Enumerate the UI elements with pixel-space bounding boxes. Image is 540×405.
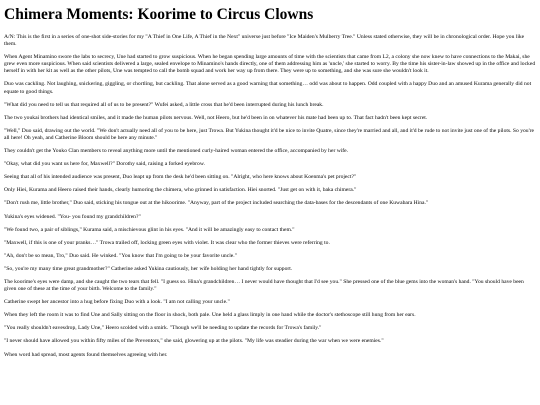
paragraph: They couldn't get the Youko Clan members to reveal anything more until the mentioned curly-haired woman entered the office, accompanied by her wife. — [4, 148, 349, 155]
paragraph: "So, you're my many time great grandmother?" Catherine asked Yukina cautiously, her wife holding her hand tightly for support. — [4, 265, 293, 272]
paragraph: The koorime's eyes were damp, and she caught the two tears that fell. "I guess so. Hina's grandchildren… I never would have thought that I'd see you." She pressed one of the blue gems into the woman's hand. "You should have been given one of these at the time of your birth. Welcome to the family." — [4, 278, 524, 293]
paragraph: When word had spread, most agents found themselves agreeing with her. — [4, 351, 168, 358]
paragraph: "I never should have allowed you within fifty miles of the Preventors," she said, glowering up at the pilots. "My life was steadier during the war when we were enemies." — [4, 338, 384, 345]
paragraph: Catherine swept her ancestor into a hug before fixing Duo with a look. "I am not calling your uncle." — [4, 299, 230, 306]
paragraph: "Okay, what did you want us here for, Maxwell?" Dorothy said, raising a forked eyebrow. — [4, 161, 205, 168]
paragraph: Duo was cackling. Not laughing, snickering, giggling, or chortling, but cackling. That alone served as a good warning that something… odd was about to happen. Odd coupled with a happy Duo and an amused Kurama generally did not equate to good things. — [4, 81, 532, 95]
paragraph: Yukina's eyes widened. "You- you found my grandchildren?" — [4, 213, 141, 220]
paragraph: The two youkai brothers had identical smiles, and it made the human pilots nervous. Well, not Heero, but he'd been in on whatever his mate had been up to. That fact hadn't been kept secret. — [4, 114, 428, 121]
paragraph: When they left the room it was to find Une and Sally sitting on the floor in shock, both pale. Une held a glass limply in one hand while the doctor's stethoscope still hung from her ears. — [4, 312, 416, 319]
paragraph: Seeing that all of his intended audience was present, Duo leapt up from the desk he'd been sitting on. "Alright, who here knows about Koenma's pet project?" — [4, 174, 357, 181]
paragraph: When Agent Minamino swore the labs to secrecy, Une had started to grow suspicious. When he began spending large amounts of time with the scientists that came from L2, a colony she now knew to have connections to the Makai, she grew even more suspicious. When said scientists delivered a large, sealed envelope to Minamino's hands directly, one of them addressing him as 'uncle,' she started to worry. By the time his sister-in-law showed up in the office and locked herself in with her kit as well as the other pilots, Une was tempted to call the bomb squad and work her way up from there. They were up to something, and she was sure she wouldn't look it. — [4, 54, 536, 75]
paragraph: "What did you need to tell us that required all of us to be present?" Wufei asked, a little cross that he'd been interrupted during his lunch break. — [4, 101, 324, 108]
document-title: Chimera Moments: Koorime to Circus Clowns — [4, 6, 314, 23]
paragraph: "Ah, don't be so mean, Tro," Duo said. He winked. "You know that I'm going to be your favorite uncle." — [4, 252, 237, 259]
paragraph: "Well," Duo said, drawing out the world. "We don't actually need all of you to be here, just Trowa. But Yukina thought it'd be nice to invite Quatre, since they're married and all, and it'd be rude to not invite just one of the pilots. So you're all here! Oh yeah, and Catherine Bloom should be here any minute." — [4, 127, 534, 141]
paragraph-author-note: A/N: This is the first in a series of one-shot side-stories for my "A Thief in One Life, A Thief in the Next" universe just before "Ice Maiden's Mulberry Tree." Unless stated otherwise, they will be in chronological order. Hope you like them. — [4, 34, 525, 48]
paragraph: Only Hiei, Kurama and Heero raised their hands, clearly humoring the chimera, who grinned in satisfaction. Hiei snorted. "Just get on with it, baka chimera." — [4, 187, 357, 194]
paragraph: "You really shouldn't eavesdrop, Lady Une," Heero scolded with a smirk. "Though we'll be needing to update the records for Trowa's family." — [4, 325, 322, 332]
story-body — [4, 34, 536, 359]
paragraph: "Don't rush me, little brother," Duo said, sticking his tongue out at the hikoorime. "Anyway, part of the project included searching the data-bases for the descendants of one Kuwabara Hina." — [4, 200, 429, 207]
paragraph: "We found two, a pair of siblings," Kurama said, a mischievous glint in his eyes. "And it will be amazingly easy to contact them." — [4, 226, 295, 233]
paragraph: "Maxwell, if this is one of your pranks…" Trowa trailed off, locking green eyes with violet. It was clear who the former thieves were referring to. — [4, 239, 330, 246]
